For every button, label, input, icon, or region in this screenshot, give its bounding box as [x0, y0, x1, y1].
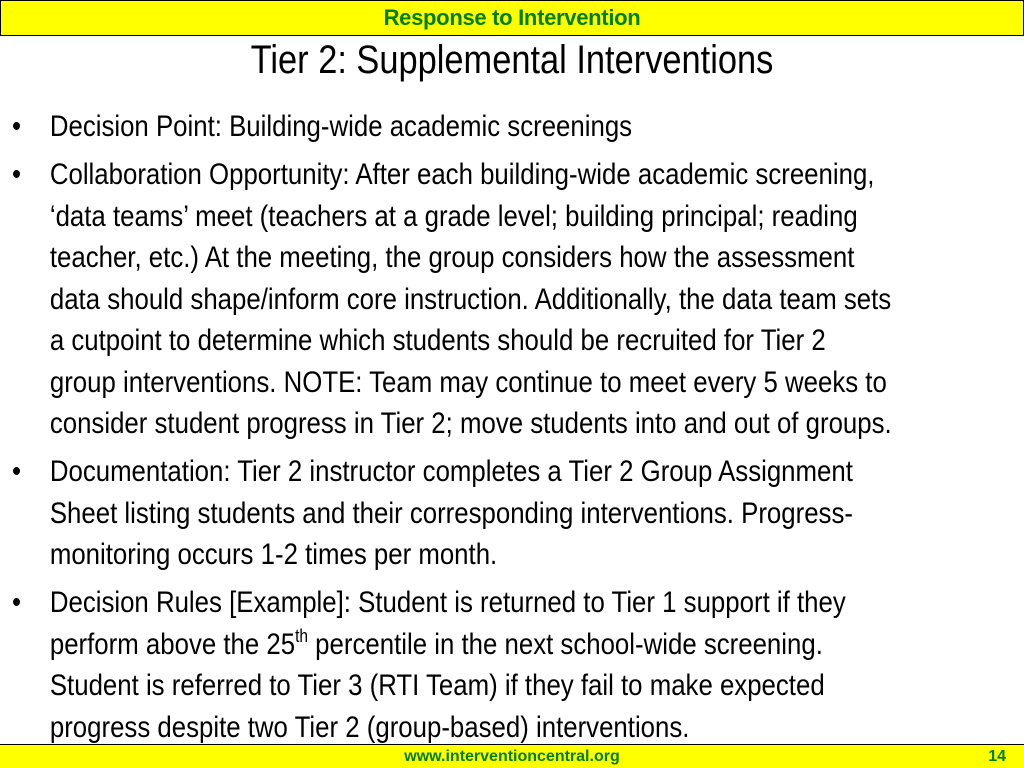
bullet-text-after: percentile in the next school-wide screening. Student is referred to Tier 3 (RTI Team) if they fail to make expected progress despite two Tier 2 (group-based) interventions.: [49, 627, 825, 744]
bullet-text: Decision Point: Building-wide academic screenings: [49, 110, 633, 143]
ordinal-superscript: th: [295, 625, 309, 646]
header-bar: [0, 0, 1024, 36]
footer-bar: [0, 744, 1024, 768]
bullet-item: [12, 582, 898, 748]
slide-title: Tier 2: Supplemental Interventions: [250, 38, 774, 82]
bullet-item: [12, 154, 898, 445]
bullet-icon: •: [12, 158, 22, 191]
bullet-text: Collaboration Opportunity: After each building-wide academic screening, ‘data teams’ meet (teachers at a grade level; building principal; reading teacher, etc.) At the meeting, the group considers how the assessment data should shape/inform core instruction. Additionally, the data team sets a cutpoint to determine which students should be recruited for Tier 2 group interventions. NOTE: Team may continue to meet every 5 weeks to consider student progress in Tier 2; move students into and out of groups.: [49, 158, 892, 440]
page-number: 14: [988, 748, 1006, 765]
bullet-icon: •: [12, 455, 22, 488]
bullet-list: [12, 106, 898, 755]
bullet-icon: •: [12, 110, 22, 143]
header-title: Response to Intervention: [383, 5, 641, 30]
bullet-text: Documentation: Tier 2 instructor completes a Tier 2 Group Assignment Sheet listing students and their corresponding interventions. Progress-monitoring occurs 1-2 times per month.: [49, 455, 853, 571]
bullet-icon: •: [12, 586, 22, 619]
footer-url: www.interventioncentral.org: [404, 747, 620, 765]
bullet-item: [12, 106, 898, 148]
bullet-text-before: Decision Rules [Example]: Student is returned to Tier 1 support if they perform above the 25: [49, 586, 846, 661]
bullet-item: [12, 451, 898, 576]
